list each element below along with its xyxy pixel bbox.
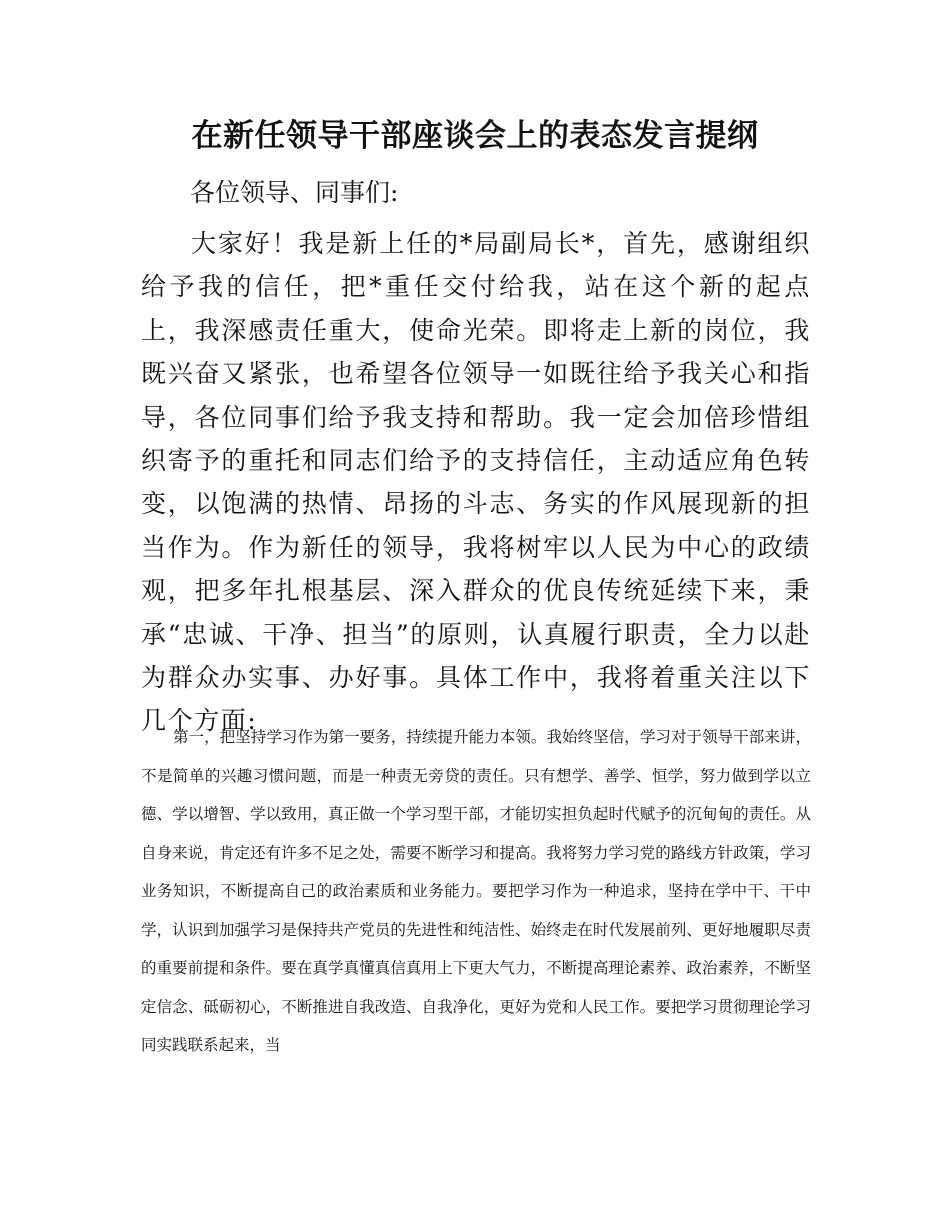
salutation: 各位领导、同事们: — [190, 178, 399, 207]
document-title: 在新任领导干部座谈会上的表态发言提纲 — [191, 118, 759, 154]
intro-paragraph: 大家好！我是新上任的*局副局长*，首先，感谢组织给予我的信任，把*重任交付给我，站在这个新的起点上，我深感责任重大，使命光荣。即将走上新的岗位，我既兴奋又紧张，也希望各位领导一如既往给予我关心和指导，各位同事们给予我支持和帮助。我一定会加倍珍惜组织寄予的重托和同志们给予的支持信任，主动适应角色转变，以饱满的热情、昂扬的斗志、务实的作风展现新的担当作为。作为新任的领导，我将树牢以人民为中心的政绩观，把多年扎根基层、深入群众的优良传统延续下来，秉承“忠诚、干净、担当”的原则，认真履行职责，全力以赴为群众办实事、办好事。具体工作中，我将着重关注以下几个方面: — [141, 229, 811, 736]
body-paragraph: 第一，把坚持学习作为第一要务，持续提升能力本领。我始终坚信，学习对于领导干部来讲，不是简单的兴趣习惯问题，而是一种责无旁贷的责任。只有想学、善学、恒学，努力做到学以立德、学以增智、学以致用，真正做一个学习型干部，才能切实担负起时代赋予的沉甸甸的责任。从自身来说，肯定还有许多不足之处，需要不断学习和提高。我将努力学习党的路线方针政策，学习业务知识，不断提高自己的政治素质和业务能力。要把学习作为一种追求，坚持在学中干、干中学，认识到加强学习是保持共产党员的先进性和纯洁性、始终走在时代发展前列、更好地履职尽责的重要前提和条件。要在真学真懂真信真用上下更大气力，不断提高理论素养、政治素养，不断坚定信念、砥砺初心，不断推进自我改造、自我净化，更好为党和人民工作。要把学习贯彻理论学习同实践联系起来，当 — [141, 728, 811, 1054]
